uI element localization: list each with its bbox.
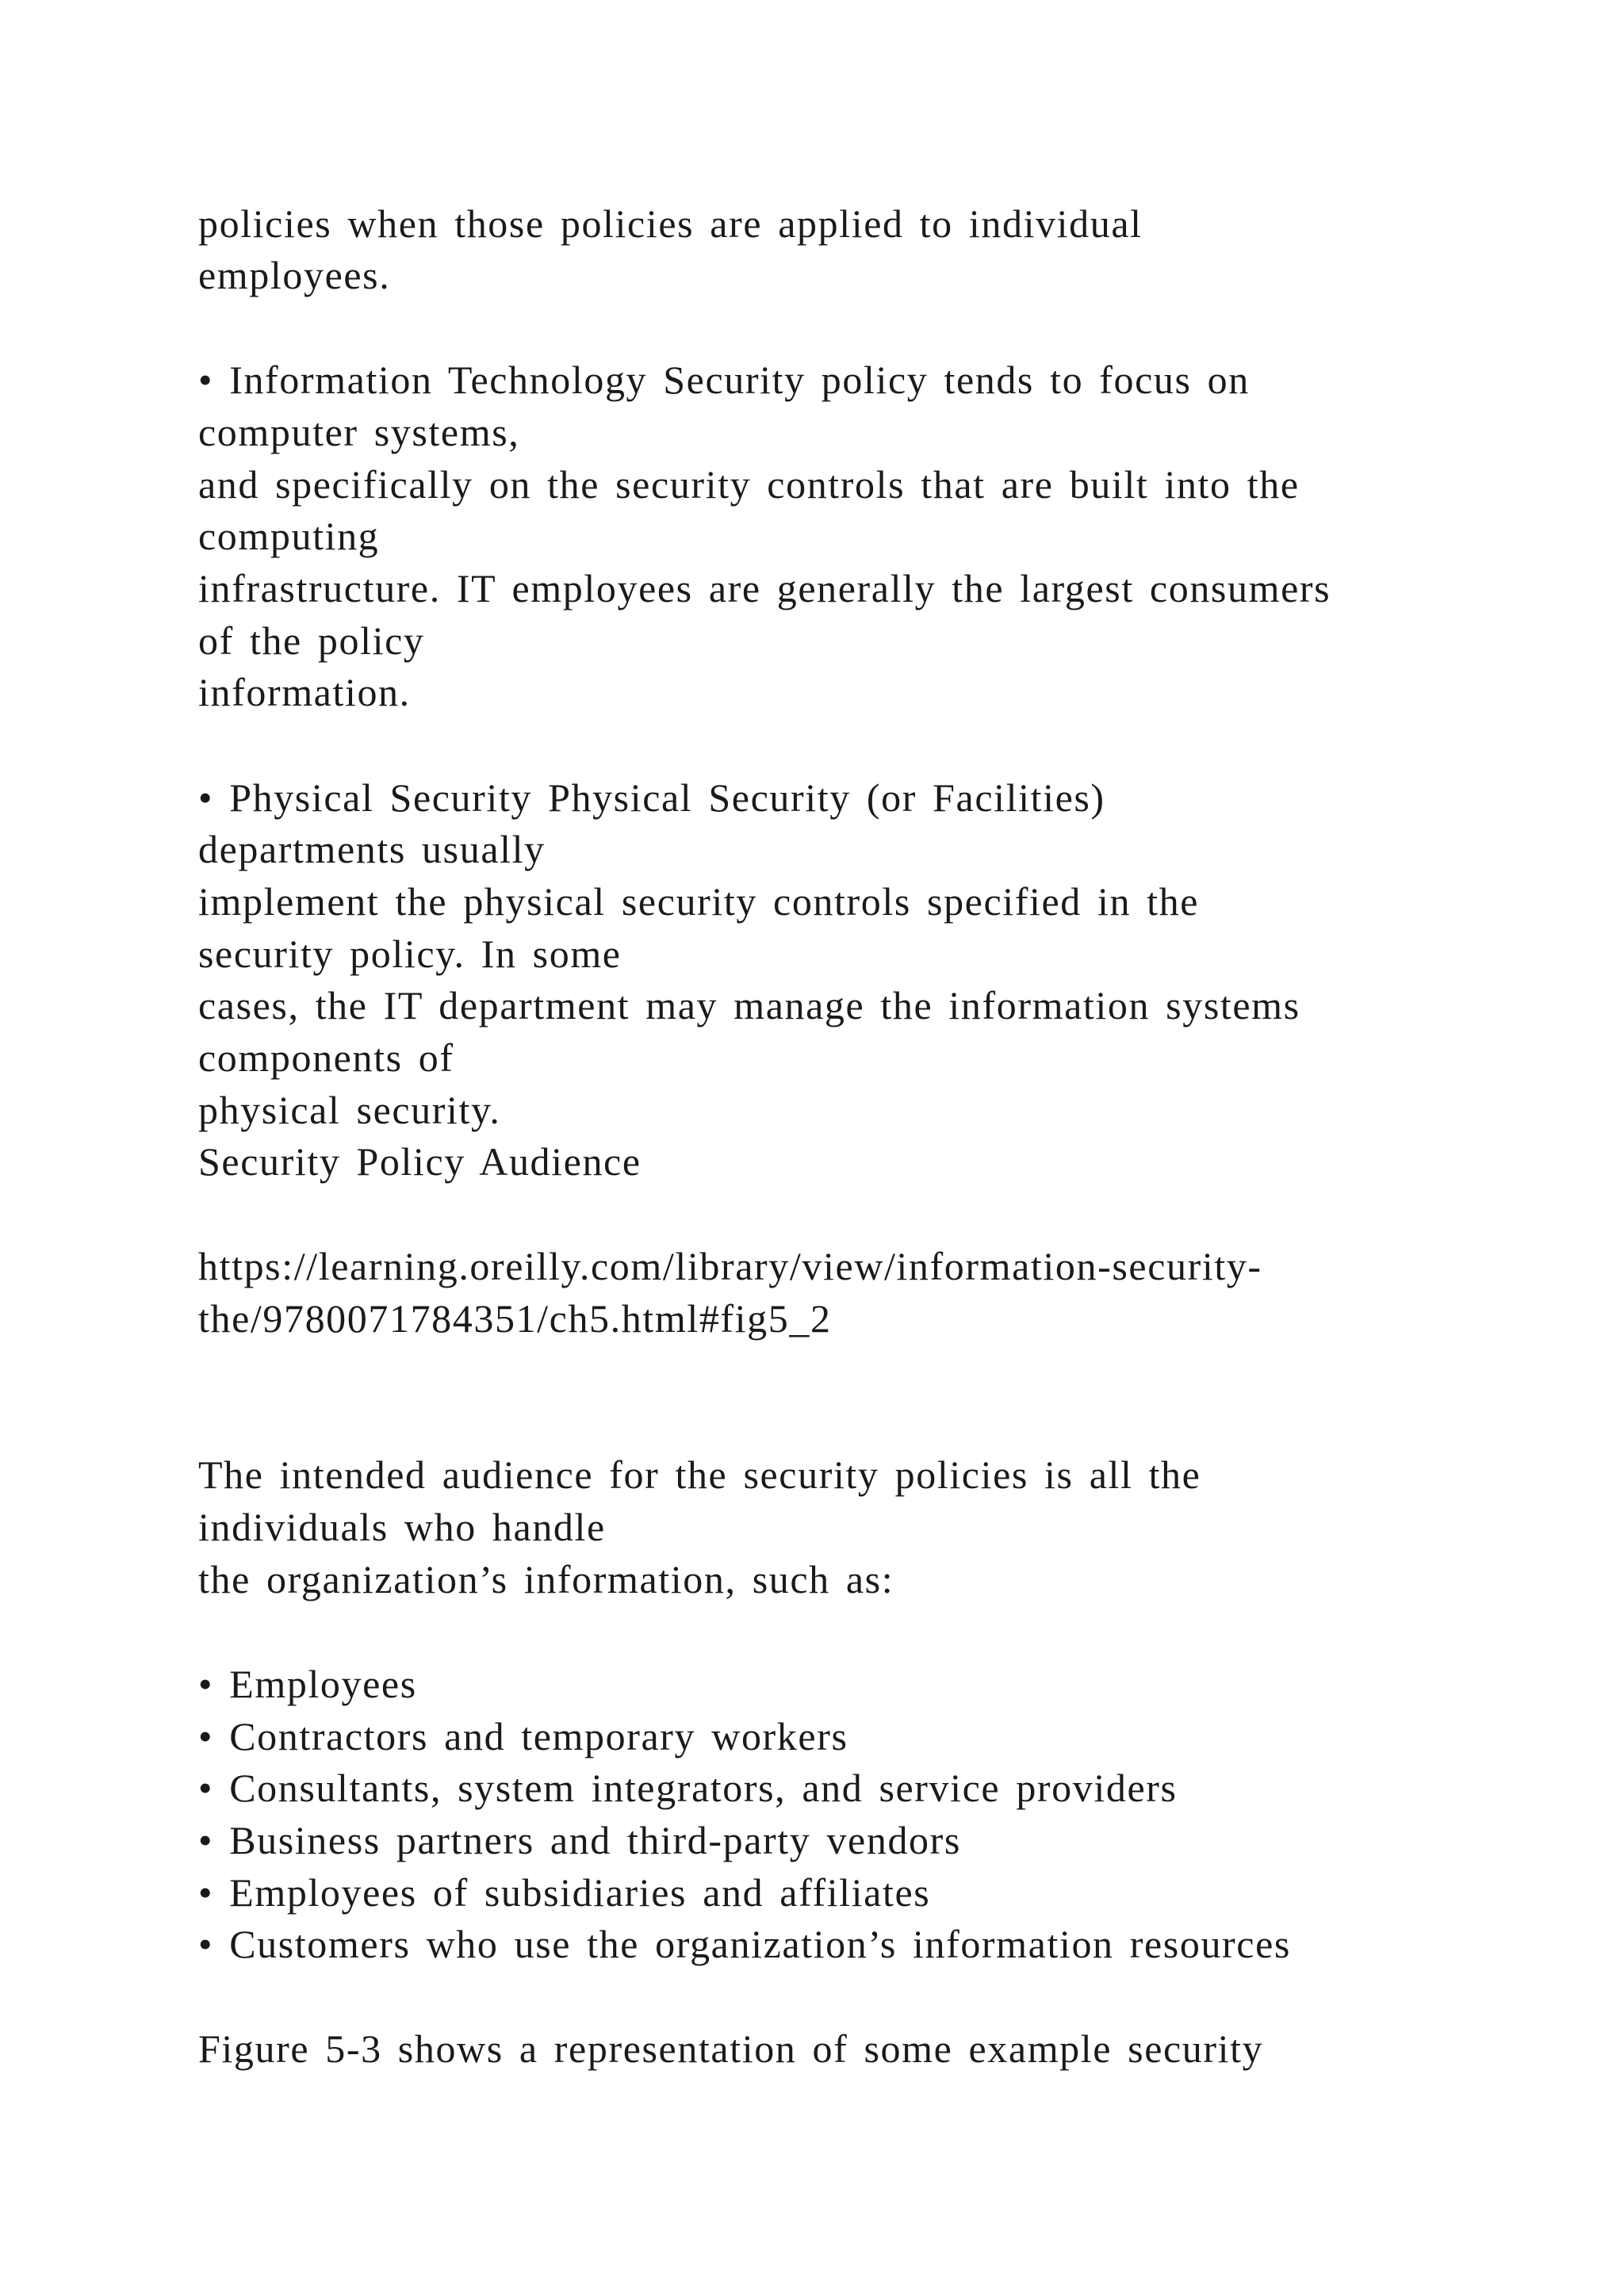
text-line: individuals who handle — [198, 1505, 606, 1549]
text-line: Figure 5-3 shows a representation of some example security — [198, 2026, 1264, 2071]
list-item: • Employees of subsidiaries and affiliates — [198, 1870, 931, 1915]
text-line: implement the physical security controls specified in the — [198, 879, 1200, 924]
list-item: • Customers who use the organization’s information resources — [198, 1922, 1291, 1966]
text-line: the organization’s information, such as: — [198, 1557, 894, 1601]
text-line: components of — [198, 1035, 454, 1080]
text-line: security policy. In some — [198, 932, 622, 976]
url-line: https://learning.oreilly.com/library/view/information-security- — [198, 1244, 1262, 1288]
text-line: cases, the IT department may manage the information systems — [198, 983, 1300, 1027]
list-item: • Physical Security Physical Security (or Facilities) — [198, 775, 1105, 820]
url-line: the/9780071784351/ch5.html#fig5_2 — [198, 1296, 832, 1341]
list-item: • Business partners and third-party vendors — [198, 1818, 961, 1862]
text-line: departments usually — [198, 827, 546, 871]
list-item: • Employees — [198, 1662, 417, 1706]
text-line: information. — [198, 670, 411, 714]
list-item: • Consultants, system integrators, and service providers — [198, 1766, 1178, 1810]
section-heading: Security Policy Audience — [198, 1139, 642, 1184]
text-line: infrastructure. IT employees are generally the largest consumers — [198, 566, 1331, 610]
text-line: and specifically on the security controls that are built into the — [198, 462, 1300, 507]
text-line: employees. — [198, 253, 391, 297]
list-item: • Contractors and temporary workers — [198, 1714, 848, 1758]
text-line: of the policy — [198, 618, 425, 663]
text-line: computer systems, — [198, 410, 520, 454]
list-item: • Information Technology Security policy tends to focus on — [198, 358, 1250, 402]
text-line: physical security. — [198, 1088, 501, 1132]
text-line: policies when those policies are applied to individual — [198, 201, 1143, 246]
text-line: computing — [198, 514, 380, 558]
text-line: The intended audience for the security policies is all the — [198, 1452, 1201, 1497]
